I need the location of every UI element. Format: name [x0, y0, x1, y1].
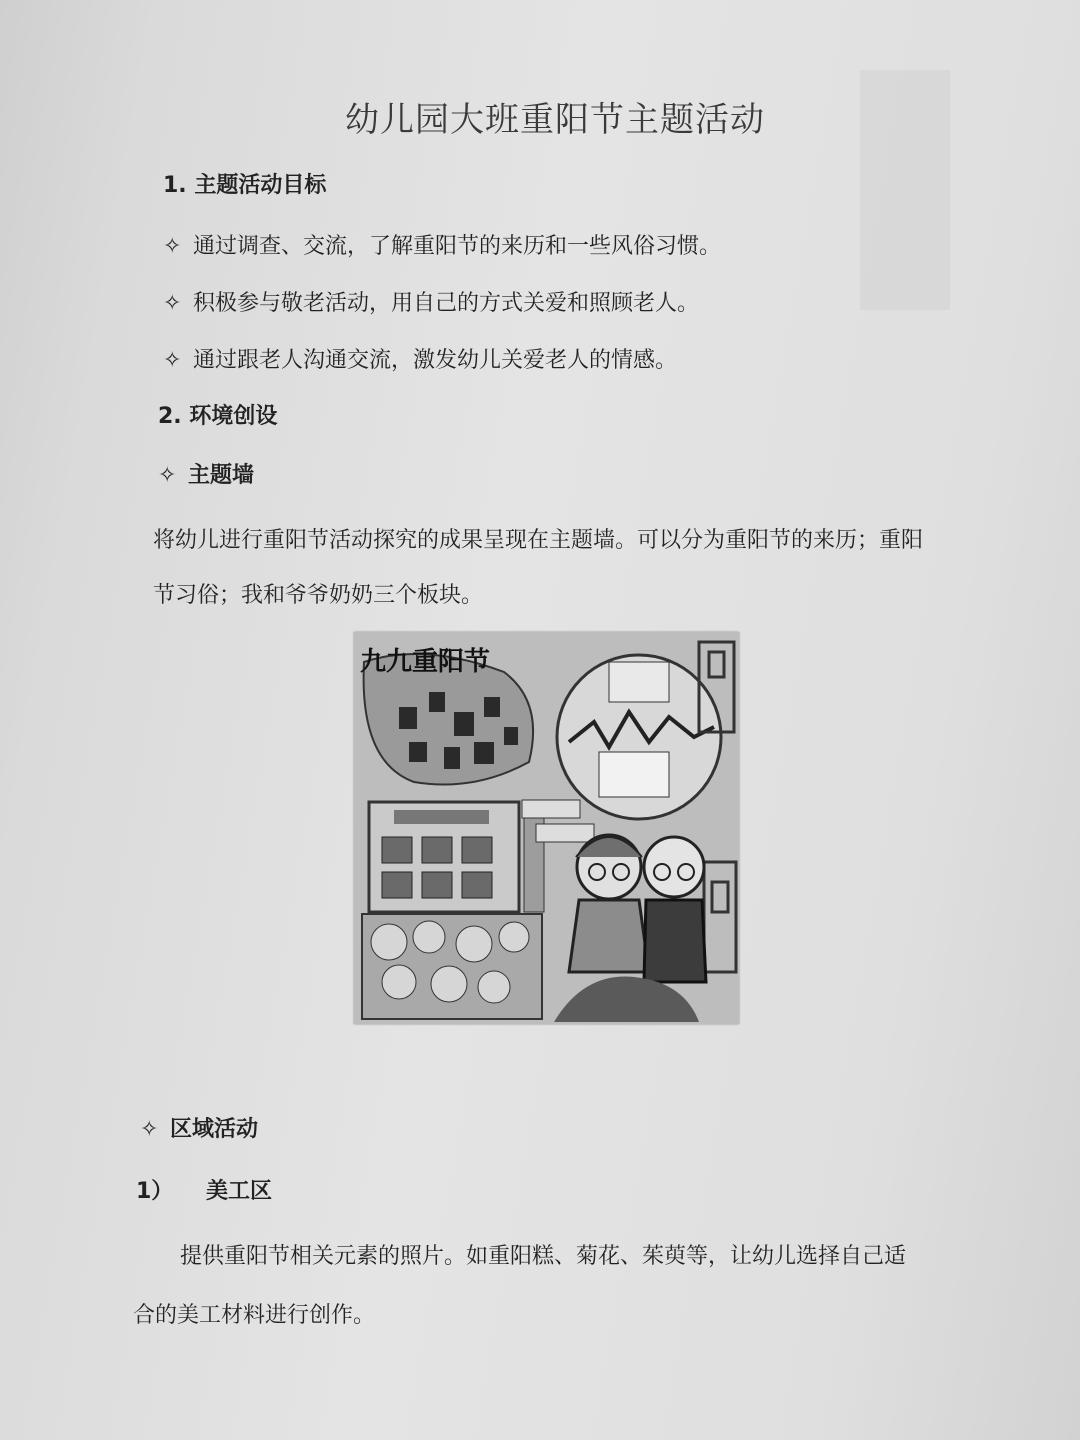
goal-item	[163, 343, 677, 374]
area-activities-heading: 区域活动	[170, 1117, 259, 1142]
sparkle-icon: ✧	[163, 291, 182, 316]
art-area-title: 美工区	[206, 1179, 273, 1204]
section-heading-goals: 1. 主题活动目标	[163, 173, 327, 198]
theme-wall-heading: 主题墙	[188, 463, 255, 488]
sparkle-icon: ✧	[140, 1117, 159, 1142]
goal-text: 积极参与敬老活动，用自己的方式关爱和照顾老人。	[193, 291, 700, 316]
art-area-heading	[136, 1174, 272, 1205]
subheading-theme-wall	[158, 458, 254, 489]
subheading-area-activities	[140, 1112, 258, 1143]
art-area-number: 1）	[136, 1179, 174, 1204]
sparkle-icon: ✧	[158, 463, 177, 488]
goal-item	[163, 286, 699, 317]
theme-wall-photo	[354, 632, 739, 1024]
theme-wall-illustration	[354, 632, 739, 1024]
theme-wall-paragraph-line: 节习俗；我和爷爷奶奶三个板块。	[153, 583, 484, 608]
document-title: 幼儿园大班重阳节主题活动	[345, 100, 765, 140]
goal-item	[163, 229, 721, 260]
art-area-paragraph-line: 提供重阳节相关元素的照片。如重阳糕、菊花、茱萸等，让幼儿选择自己适	[180, 1244, 907, 1269]
goal-text: 通过调查、交流，了解重阳节的来历和一些风俗习惯。	[193, 234, 722, 259]
photo-banner-text: 九九重阳节	[360, 647, 491, 677]
theme-wall-paragraph-line: 将幼儿进行重阳节活动探究的成果呈现在主题墙。可以分为重阳节的来历；重阳	[153, 528, 924, 553]
sparkle-icon: ✧	[163, 348, 182, 373]
goal-text: 通过跟老人沟通交流，激发幼儿关爱老人的情感。	[193, 348, 678, 373]
art-area-paragraph-line: 合的美工材料进行创作。	[133, 1303, 376, 1328]
sparkle-icon: ✧	[163, 234, 182, 259]
section-heading-environment: 2. 环境创设	[158, 404, 278, 429]
